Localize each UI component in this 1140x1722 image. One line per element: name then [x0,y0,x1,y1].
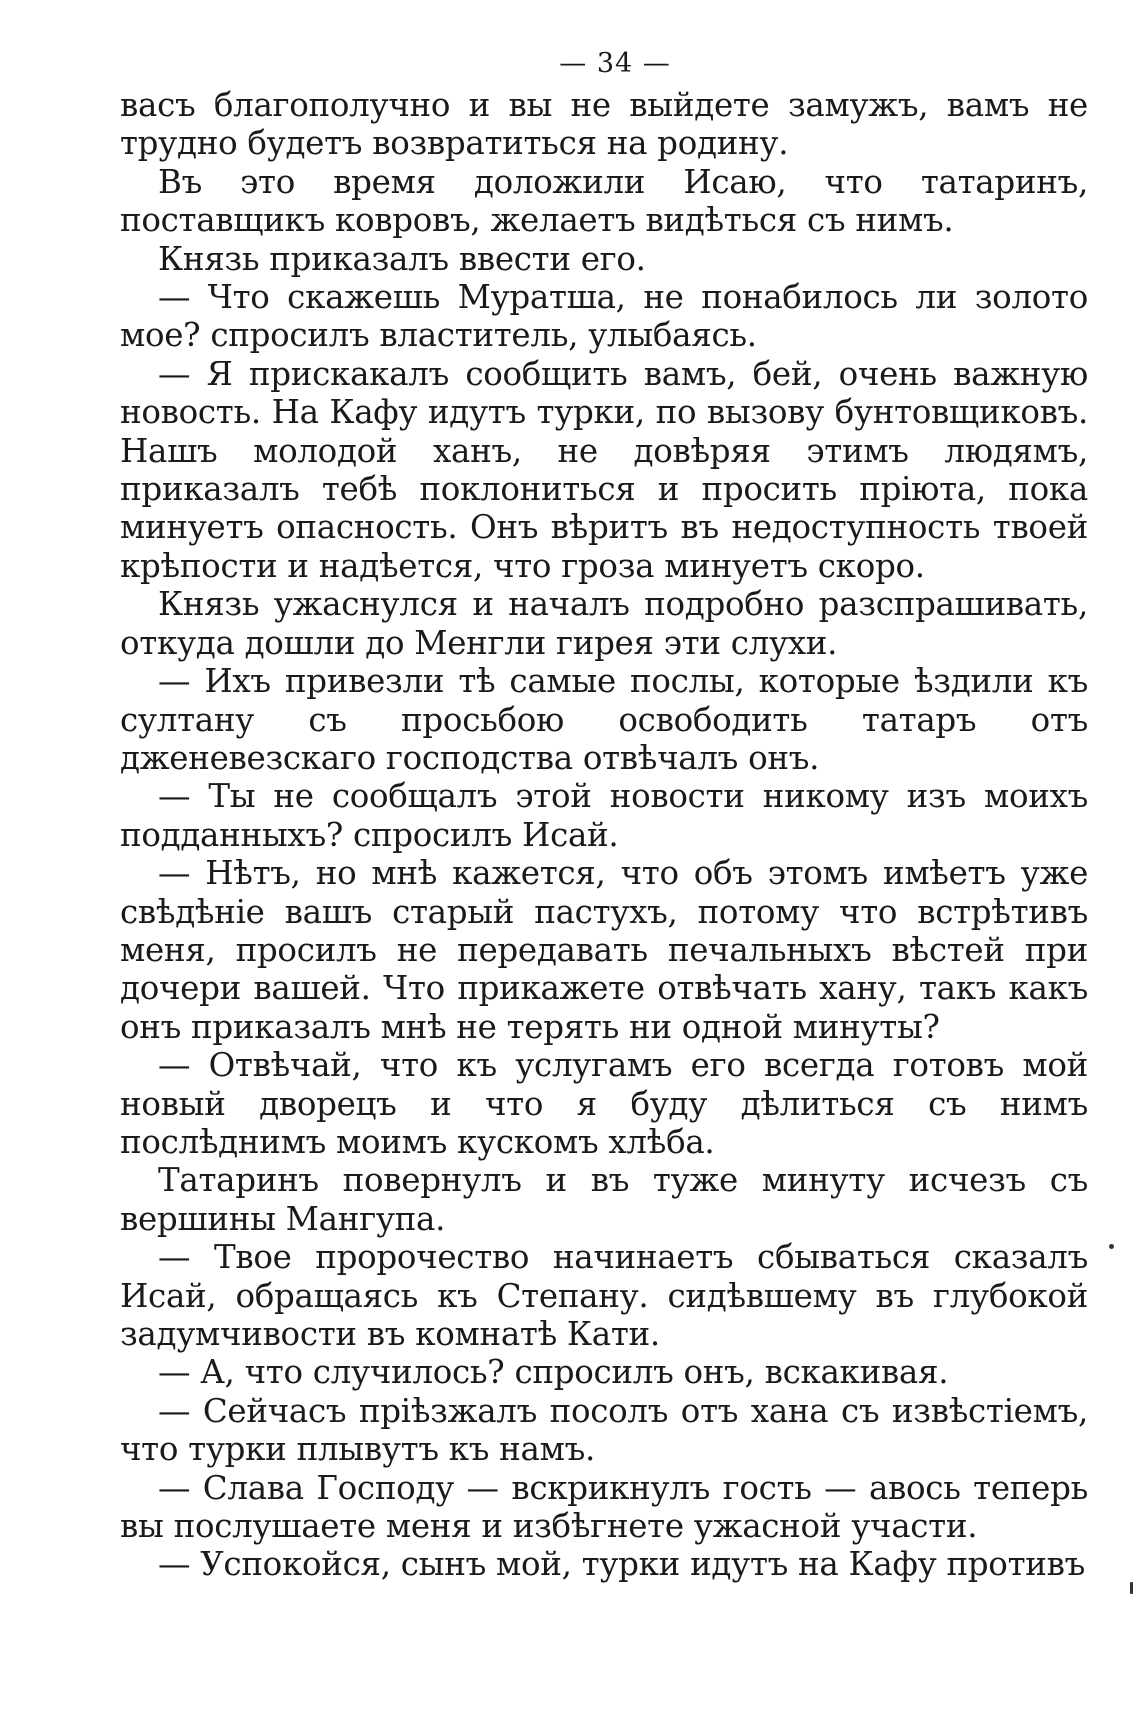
scan-speck [1130,1582,1133,1594]
paragraph: — А, что случилось? спросилъ онъ, вскакивая. [158,1353,949,1392]
page-text [120,86,1088,1584]
paragraph: — Я прискакалъ сообщить вамъ, бей, очень важную новость. На Кафу идутъ турки, по вызову бунтовщиковъ. Нашъ молодой ханъ, не довѣряя этимъ людямъ, приказалъ тебѣ поклониться и просить прiюта, пока минуетъ опасность. Онъ вѣритъ въ недоступность твоей крѣпости и надѣется, что гроза минуетъ скоро. [120,354,1088,585]
book-page [120,42,1088,1692]
paragraph: — Сейчасъ прiѣзжалъ посолъ отъ хана съ извѣстiемъ, что турки плывутъ къ намъ. [120,1391,1088,1469]
paragraph: Князь приказалъ ввести его. [158,239,646,278]
paragraph: — Успокойся, сынъ мой, турки идутъ на Кафу противъ [158,1545,1085,1584]
paragraph: — Твое пророчество начинаетъ сбываться сказалъ Исай, обращаясь къ Степану. сидѣвшему въ глубокой задумчивости въ комнатѣ Кати. [120,1238,1088,1353]
paragraph: — Ихъ привезли тѣ самые послы, которые ѣздили къ султану съ просьбою освободить татаръ отъ дженевезскаго господства отвѣчалъ онъ. [120,662,1088,777]
paragraph: Князь ужаснулся и началъ подробно разспрашивать, откуда дошли до Менгли гирея эти слухи. [120,585,1088,662]
paragraph: — Слава Господу — вскрикнулъ гость — авось теперь вы послушаете меня и избѣгнете ужасной участи. [120,1468,1088,1546]
paragraph: — Что скажешь Муратша, не понабилось ли золото мое? спросилъ властитель, улыбаясь. [120,278,1088,355]
paragraph: — Нѣтъ, но мнѣ кажется, что объ этомъ имѣетъ уже свѣдѣнiе вашъ старый пастухъ, потому что встрѣтивъ меня, просилъ не передавать печальныхъ вѣстей при дочери вашей. Что прикажете отвѣчать хану, такъ какъ онъ приказалъ мнѣ не терять ни одной минуты? [120,854,1088,1046]
paragraph: Въ это время доложили Исаю, что татаринъ, поставщикъ ковровъ, желаетъ видѣться съ нимъ. [120,162,1088,240]
paragraph: — Ты не сообщалъ этой новости никому изъ моихъ подданныхъ? спросилъ Исай. [120,777,1088,854]
paragraph: Татаринъ повернулъ и въ туже минуту исчезъ съ вершины Мангупа. [120,1161,1088,1238]
scan-speck [1109,1244,1114,1249]
page-number: — 34 — [559,48,671,79]
paragraph: васъ благополучно и вы не выйдете замужъ, вамъ не трудно будетъ возвратиться на родину. [120,86,1088,163]
paragraph: — Отвѣчай, что къ услугамъ его всегда готовъ мой новый дворецъ и что я буду дѣлиться съ нимъ послѣднимъ моимъ кускомъ хлѣба. [120,1046,1088,1161]
